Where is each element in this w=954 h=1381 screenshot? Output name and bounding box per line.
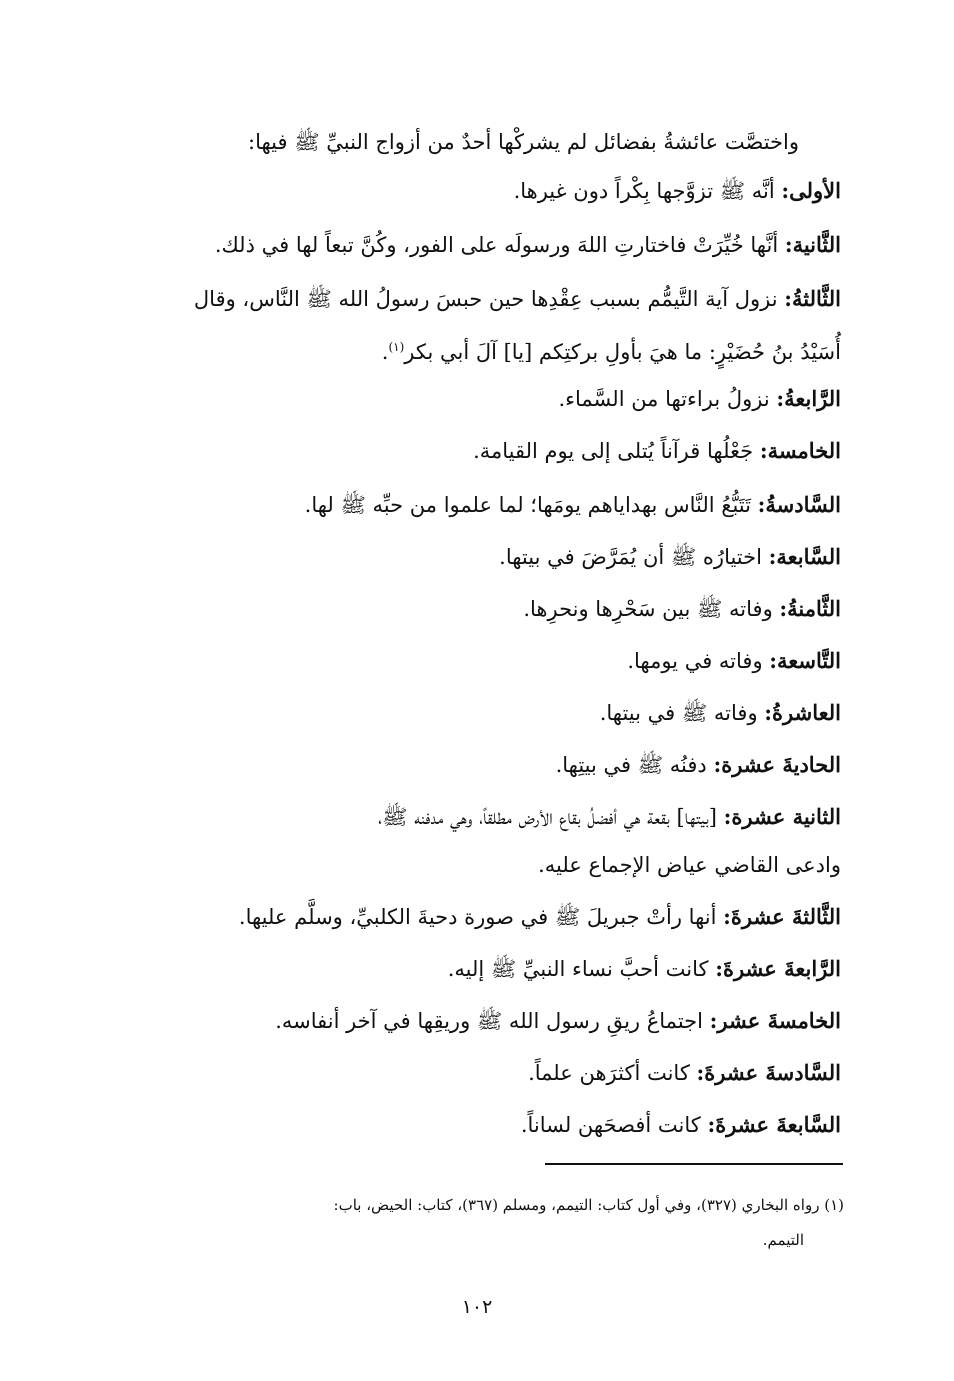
item-11-label: الحاديةَ عشرة: [713,752,841,777]
item-1 [514,176,841,206]
item-3-continuation [382,332,841,367]
item-12-continuation [538,850,841,880]
page-number: ١٠٢ [461,1296,493,1318]
item-3-continuation-text: أُسَيْدُ بنُ حُضَيْرٍ: ما هيَ بأولِ بركتِكم [يا] آلَ أبي بكر [404,340,841,364]
item-9-label: التَّاسعة: [769,648,841,673]
item-7 [499,542,841,572]
item-6-label: السَّادسةُ: [757,492,841,517]
item-3-label: الثَّالثةُ: [784,286,841,311]
item-4 [558,384,841,414]
item-4-label: الرَّابعةُ: [776,386,841,411]
item-8-label: الثَّامنةُ: [779,596,841,621]
intro-text: واختصَّت عائشةُ بفضائل لم يشركْها أحدٌ من أزواج النبيِّ ﷺ فيها: [248,130,799,154]
item-12-continuation-text: وادعى القاضي عياض الإجماع عليه. [538,853,841,877]
item-16-label: السَّادسةَ عشرةَ: [696,1060,841,1085]
item-12 [378,802,841,832]
item-10-label: العاشرةُ: [764,700,841,725]
item-6 [305,490,841,520]
item-7-label: السَّابعة: [768,544,841,569]
item-16-text: كانت أكثرَهن علماً. [528,1061,697,1085]
item-13-text: أنها رأتْ جبريلَ ﷺ في صورة دحيةَ الكلبيِّ، وسلَّم عليها. [238,905,724,929]
item-11 [556,750,841,780]
item-15 [275,1006,841,1036]
item-9-text: وفاته في يومها. [627,649,770,673]
item-17-label: السَّابعةَ عشرةَ: [707,1112,841,1137]
item-5 [473,436,841,466]
item-1-text: أنَّه ﷺ تزوَّجها بِكْراً دون غيرها. [513,179,782,203]
item-13 [239,902,841,932]
item-14-label: الرَّابعةَ عشرةَ: [715,956,841,981]
item-2 [215,230,841,260]
footnote-divider [545,1163,843,1165]
item-17 [521,1110,841,1140]
footnote-ref-end: . [381,340,389,364]
footnote-marker: (١) [388,340,405,354]
item-1-label: الأولى: [781,178,841,203]
item-14 [448,954,841,984]
item-2-label: الثَّانية: [784,232,841,257]
item-10 [600,698,841,728]
item-11-text: دفنُه ﷺ في بيتِها. [555,753,714,777]
item-14-text: كانت أحبَّ نساء النبيِّ ﷺ إليه. [447,957,716,981]
footnote-line-2: التيمم. [762,1231,804,1249]
footnote-line-1: (١) رواه البخاري (٣٢٧)، وفي أول كتاب: التيمم، ومسلم (٣٦٧)، كتاب: الحيض، باب: [333,1196,844,1214]
item-12-text: [بيتها] بقعة هي أفضلُ بقاع الأرض مطلقاً، وهي مدفنه ﷺ، [378,805,724,829]
intro-paragraph [248,127,799,157]
item-3-text: نزول آية التَّيمُّم بسبب عِقْدِها حين حبسَ رسولُ الله ﷺ النَّاس، وقال [193,287,785,311]
item-3 [194,284,841,314]
item-8-text: وفاته ﷺ بين سَحْرِها ونحرِها. [523,597,780,621]
item-4-text: نزولُ براءتها من السَّماء. [558,387,777,411]
item-15-text: اجتماعُ ريقِ رسول الله ﷺ وريقِها في آخر أنفاسه. [275,1009,710,1033]
item-15-label: الخامسةَ عشر: [709,1008,841,1033]
item-6-text: تَتَبُّعُ النَّاس بهداياهم يومَها؛ لما علموا من حبِّه ﷺ لها. [304,493,758,517]
item-7-text: اختيارُه ﷺ أن يُمَرَّضَ في بيتها. [499,545,769,569]
item-10-text: وفاته ﷺ في بيتها. [599,701,765,725]
item-13-label: الثَّالثةَ عشرةَ: [723,904,841,929]
item-5-text: جَعْلُها قرآناً يُتلى إلى يوم القيامة. [473,439,760,463]
item-2-text: أنَّها خُيِّرَتْ فاختارتِ اللهَ ورسولَه على الفور، وكُنَّ تبعاً لها في ذلك. [214,233,785,257]
item-17-text: كانت أفصحَهن لساناً. [520,1113,708,1137]
item-12-label: الثانية عشرة: [723,804,841,829]
item-8 [523,594,841,624]
item-16 [528,1058,841,1088]
item-5-label: الخامسة: [759,438,841,463]
item-9 [627,646,841,676]
